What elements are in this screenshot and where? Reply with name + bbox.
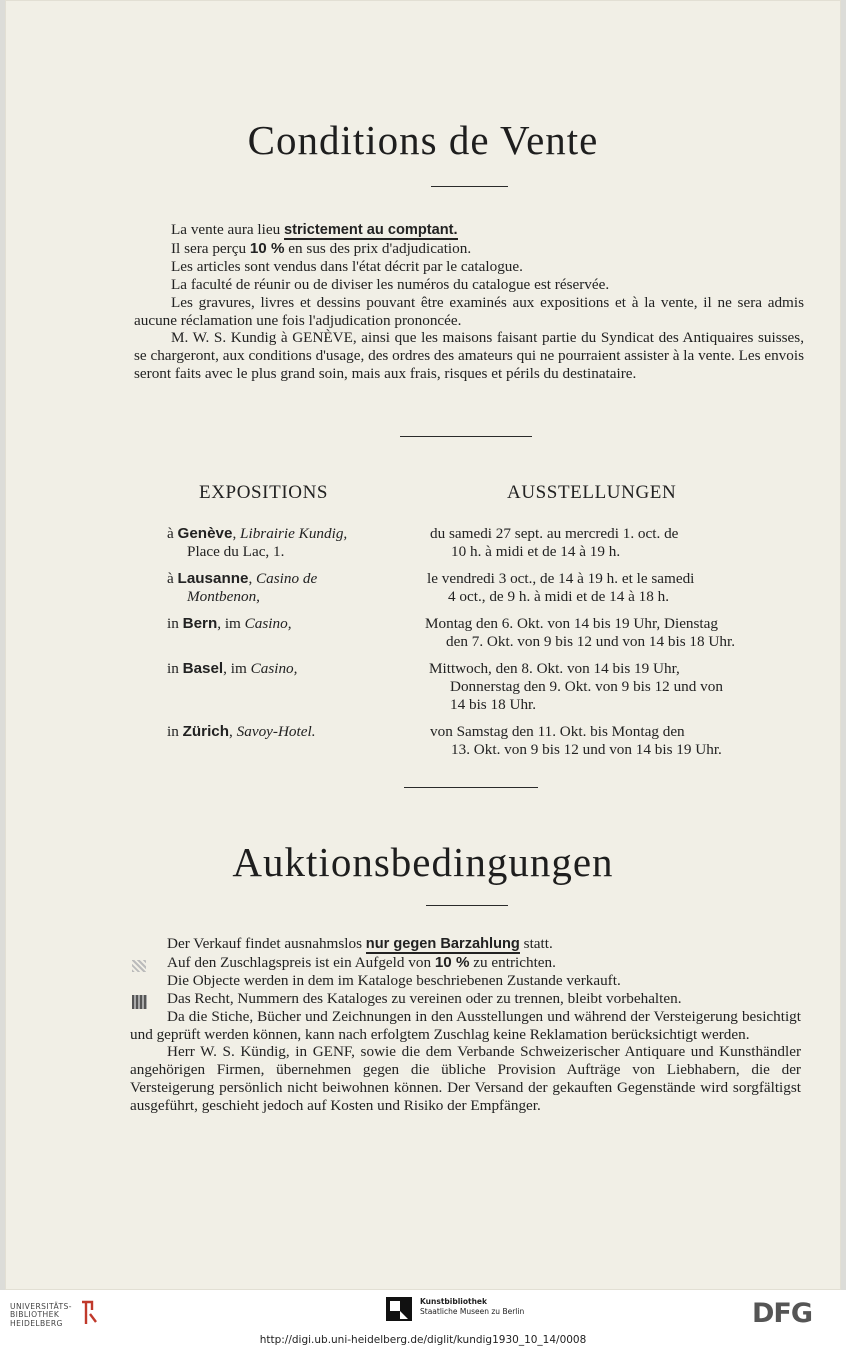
dates-lausanne: le vendredi 3 oct., de 14 à 19 h. et le samedi 4 oct., de 9 h. à midi et de 14 à 18 h. xyxy=(427,570,695,605)
para-fr-4: La faculté de réunir ou de diviser les numéros du catalogue est réservée. xyxy=(171,275,610,293)
venue-geneve: à Genève, Librairie Kundig, Place du Lac, 1. xyxy=(167,525,348,560)
venue-zurich: in Zürich, Savoy-Hotel. xyxy=(167,723,316,740)
ub-heidelberg-emblem-icon xyxy=(78,1298,98,1328)
emphasis-au-comptant: strictement au comptant. xyxy=(284,222,458,238)
divider xyxy=(400,436,532,437)
title-conditions-de-vente: Conditions de Vente xyxy=(247,117,599,163)
para-de-2: Auf den Zuschlagspreis ist ein Aufgeld von 10 % zu entrichten. xyxy=(167,953,556,971)
heading-expositions: EXPOSITIONS xyxy=(199,482,329,503)
divider xyxy=(426,905,508,906)
para-de-3: Die Objecte werden in dem im Kataloge beschriebenen Zustande verkauft. xyxy=(167,971,621,989)
title-auktionsbedingungen: Auktionsbedingungen xyxy=(232,839,614,885)
ub-heidelberg-logo[interactable]: UNIVERSITÄTS- BIBLIOTHEK HEIDELBERG xyxy=(10,1302,72,1328)
para-fr-6: M. W. S. Kundig à GENÈVE, ainsi que les maisons faisant partie du Syndicat des Antiquaires suisses, se chargeront, aux conditions d'usage, des ordres des amateurs qui ne pourraient assister à la vente. Les envois seront faits avec le plus grand soin, mais aux frais, risques et périls du destinataire. xyxy=(134,329,804,383)
para-fr-1: La vente aura lieu strictement au comptant. xyxy=(171,221,458,238)
permalink-url[interactable]: http://digi.ub.uni-heidelberg.de/diglit/kundig1930_10_14/0008 xyxy=(259,1334,587,1346)
conditions-text-fr xyxy=(134,221,804,383)
dates-zurich: von Samstag den 11. Okt. bis Montag den 13. Okt. von 9 bis 12 und von 14 bis 19 Uhr. xyxy=(430,723,722,758)
venue-lausanne: à Lausanne, Casino de Montbenon, xyxy=(167,570,318,605)
para-fr-3: Les articles sont vendus dans l'état décrit par le catalogue. xyxy=(171,257,523,275)
venue-bern: in Bern, im Casino, xyxy=(167,615,292,632)
divider xyxy=(431,186,508,187)
dates-bern: Montag den 6. Okt. von 14 bis 19 Uhr, Dienstag den 7. Okt. von 9 bis 12 und von 14 bis 18 Uhr. xyxy=(425,615,735,650)
para-de-5: Da die Stiche, Bücher und Zeichnungen in den Ausstellungen und während der Versteigerung besichtigt und geprüft werden können, kann nach erfolgtem Zuschlag keine Reklamation berücksichtigt werden. xyxy=(130,1007,801,1043)
divider xyxy=(404,787,538,788)
kunstbibliothek-label: Kunstbibliothek Staatliche Museen zu Berlin xyxy=(420,1297,525,1316)
heading-ausstellungen: AUSSTELLUNGEN xyxy=(507,482,677,503)
para-fr-5: Les gravures, livres et dessins pouvant être examinés aux expositions et à la vente, il ne sera admis aucune réclamation une fois l'adjudication prononcée. xyxy=(134,293,804,329)
kunstbibliothek-logo-icon xyxy=(386,1297,412,1321)
conditions-text-de xyxy=(130,935,801,1115)
dates-basel: Mittwoch, den 8. Okt. von 14 bis 19 Uhr, Donnerstag den 9. Okt. von 9 bis 12 und von 14 bis 18 Uhr. xyxy=(429,660,723,713)
emphasis-barzahlung: nur gegen Barzahlung xyxy=(365,936,520,952)
scan-artifact-mark xyxy=(132,960,146,972)
dfg-logo[interactable]: DFG xyxy=(752,1298,813,1329)
para-de-6: Herr W. S. Kündig, in GENF, sowie die dem Verbande Schweizerischer Antiquare und Kunsthändler angehörigen Firmen, übernehmen gegen die übliche Provision Aufträge von Liebhabern, die der Versteigerung persönlich nicht beiwohnen können. Der Versand der gekauften Gegenstände wird sorgfältigst ausgeführt, geschieht jedoch auf Kosten und Risiko der Empfänger. xyxy=(130,1043,801,1115)
para-de-4: Das Recht, Nummern des Kataloges zu vereinen oder zu trennen, bleibt vorbehalten. xyxy=(167,989,682,1007)
scan-artifact-mark xyxy=(132,995,147,1009)
para-fr-2: Il sera perçu 10 % en sus des prix d'adjudication. xyxy=(171,239,472,257)
dates-geneve: du samedi 27 sept. au mercredi 1. oct. de 10 h. à midi et de 14 à 19 h. xyxy=(430,525,679,560)
venue-basel: in Basel, im Casino, xyxy=(167,660,298,677)
para-de-1: Der Verkauf findet ausnahmslos nur gegen Barzahlung statt. xyxy=(167,935,553,952)
